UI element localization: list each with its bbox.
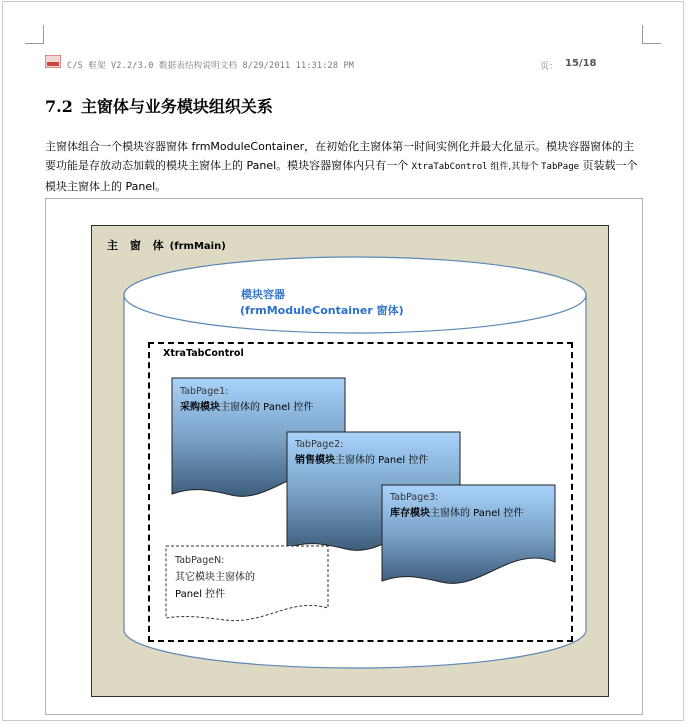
main-window-label-en: (frmMain)	[169, 241, 226, 252]
tabpage3-module-name: 库存模块	[390, 508, 430, 519]
tabpage3-caption: TabPage3:	[390, 492, 439, 503]
main-window-label-cn: 主 窗 体	[107, 239, 168, 252]
paragraph-text-2: 组件,其每个	[487, 162, 542, 172]
tabpage1-caption: TabPage1:	[180, 386, 229, 397]
header-page-number: 15/18	[565, 58, 597, 69]
body-paragraph	[45, 137, 645, 196]
module-container-label	[240, 287, 404, 319]
app-logo-icon	[45, 55, 61, 68]
section-title-text: 主窗体与业务模块组织关系	[80, 97, 273, 116]
paragraph-text-1: 主窗体组合一个模块容器窗体 frmModuleContainer，在初始化主窗体第一时间实例化并最大化显示。模块容器窗体的主要功能是存放动态加载的模块主窗体上的 Panel。模块容器窗体内只有一个	[45, 140, 635, 172]
tabpage2-module-name: 销售模块	[295, 455, 335, 466]
tabpageN-line2: Panel 控件	[175, 589, 226, 600]
tabpage2-caption: TabPage2:	[295, 439, 344, 450]
module-container-title: 模块容器	[241, 288, 285, 301]
section-heading	[45, 94, 273, 117]
module-container-subtitle: (frmModuleContainer 窗体)	[240, 304, 404, 317]
paragraph-code-tabpage: TabPage	[541, 162, 580, 172]
tabpage3-description: 主窗体的 Panel 控件	[430, 508, 524, 519]
paragraph-code-xtratabcontrol: XtraTabControl	[411, 162, 488, 172]
tabpage2-description: 主窗体的 Panel 控件	[335, 455, 429, 466]
section-number: 7.2	[45, 97, 73, 116]
page-header	[45, 55, 642, 77]
paragraph-text-3: 页装载一个模块主窗体上的 Panel。	[45, 159, 638, 193]
tabpage1-description: 主窗体的 Panel 控件	[220, 402, 314, 413]
tabpageN-caption: TabPageN:	[175, 555, 225, 566]
header-page-label: 页：	[540, 62, 559, 72]
tabpage1-module-name: 采购模块	[180, 402, 220, 413]
header-document-info: C/S 框架 V2.2/3.0 数据表结构说明文档 8/29/2011 11:31:28 PM	[67, 61, 355, 71]
crop-mark-top-right	[642, 25, 661, 44]
tabpage3-text	[390, 490, 523, 522]
tabpage2-text	[295, 437, 428, 469]
tabpageN-text	[175, 552, 255, 603]
tabpage1-text	[180, 384, 313, 416]
tabpageN-line1: 其它模块主窗体的	[175, 572, 255, 583]
crop-mark-top-left	[25, 25, 44, 44]
main-window-label	[107, 237, 226, 253]
xtratabcontrol-label: XtraTabControl	[163, 348, 244, 359]
